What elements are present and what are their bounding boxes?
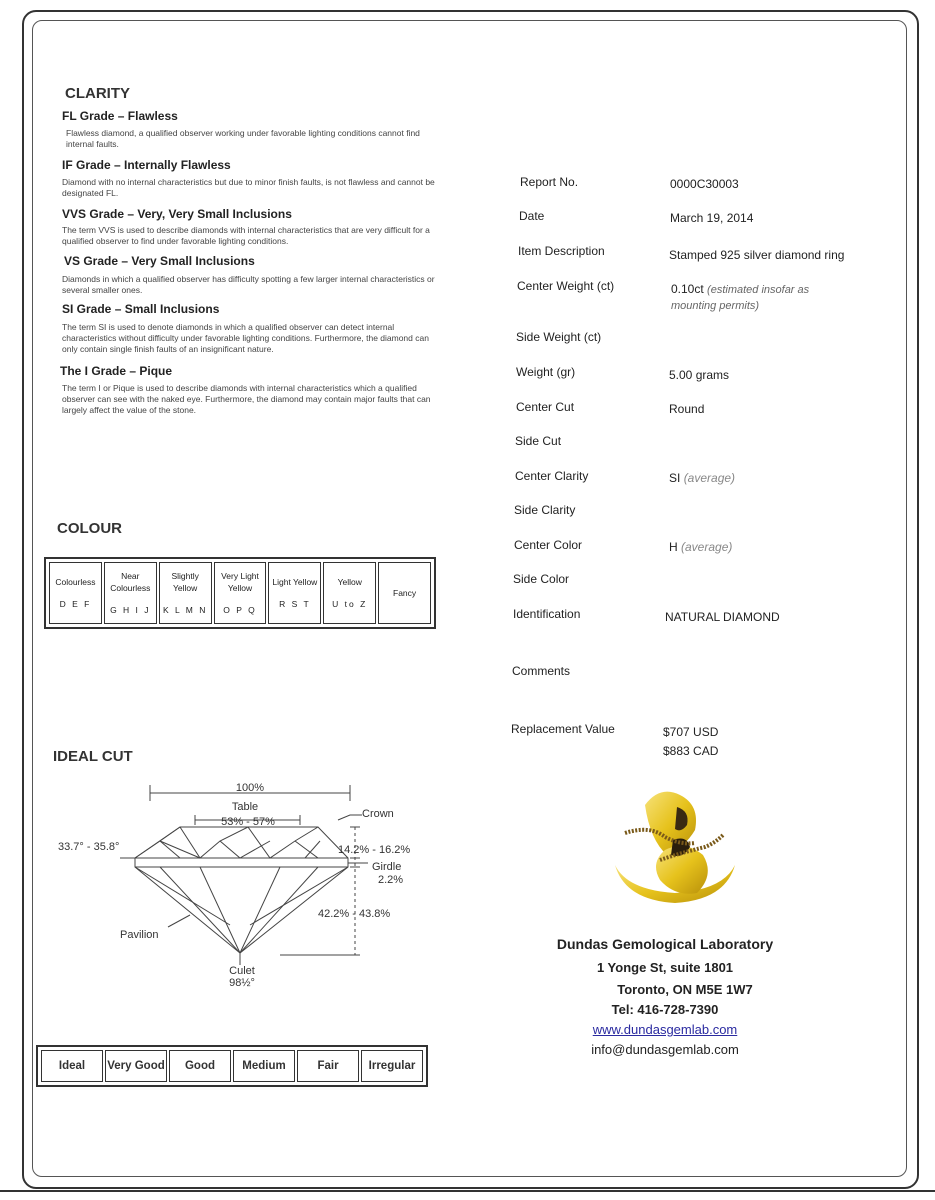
report-no-label: Report No. <box>520 175 579 189</box>
center-color-note: (average) <box>681 540 733 554</box>
side-weight-label: Side Weight (ct) <box>516 330 602 344</box>
item-description-value: Stamped 925 silver diamond ring <box>669 248 845 262</box>
cut-grade-table <box>36 1045 428 1087</box>
date-label: Date <box>519 209 545 223</box>
item-description-label: Item Description <box>518 244 605 258</box>
colour-cell <box>378 562 431 624</box>
ring-photo <box>605 785 745 910</box>
side-clarity-label: Side Clarity <box>514 503 576 517</box>
weight-label: Weight (gr) <box>516 365 576 379</box>
colour-cell-label: Near Colourless <box>110 571 151 593</box>
colour-cell <box>159 562 212 624</box>
grade-desc-si: The term SI is used to denote diamonds in which a qualified observer can detect internal characteristics without difficulty under favorable lighting conditions. Furthermore, the diamond can only contain single finish faults of an insignificant nature. <box>62 322 429 354</box>
colour-scale-table <box>44 557 436 629</box>
cut-grade-cell: Good <box>169 1050 231 1082</box>
ideal-cut-heading: IDEAL CUT <box>53 748 133 765</box>
comments-label: Comments <box>512 664 571 678</box>
crown-label: Crown <box>362 808 394 820</box>
colour-cell <box>268 562 321 624</box>
crown-angle-label: 33.7° - 35.8° <box>58 841 120 853</box>
center-clarity-label: Center Clarity <box>515 469 589 483</box>
center-cut-label: Center Cut <box>516 400 575 414</box>
grade-title-vvs: VVS Grade – Very, Very Small Inclusions <box>62 207 292 221</box>
pavilion-label: Pavilion <box>120 929 159 941</box>
colour-heading: COLOUR <box>57 520 122 537</box>
pavilion-depth-label: 42.2% - 43.8% <box>318 908 391 920</box>
diamond-proportions-diagram <box>50 775 440 995</box>
colour-cell <box>49 562 102 624</box>
colour-cell-label: Fancy <box>393 588 417 598</box>
bottom-rule <box>0 1190 935 1192</box>
crown-height-label: 14.2% - 16.2% <box>338 844 411 856</box>
center-color-value-group <box>669 540 732 554</box>
identification-value: NATURAL DIAMOND <box>665 610 780 624</box>
culet-value-label: 98½° <box>229 977 255 989</box>
table-label: Table <box>231 801 259 813</box>
center-weight-label: Center Weight (ct) <box>517 279 615 293</box>
lab-website-link[interactable]: www.dundasgemlab.com <box>592 1022 738 1037</box>
colour-cell-label: Light Yellow <box>272 577 318 587</box>
colour-cell-label: Colourless <box>55 577 96 587</box>
colour-cell <box>104 562 157 624</box>
grade-desc-i: The term I or Pique is used to describe diamonds with internal characteristics which a qualified observer can see with the naked eye. Furthermore, the diamond may contain major faults that can largely affect the value of the stone. <box>62 383 431 415</box>
cut-grade-cell: Ideal <box>41 1050 103 1082</box>
cut-grade-cell: Very Good <box>105 1050 167 1082</box>
colour-cell-grades: R S T <box>279 599 311 609</box>
grade-title-i: The I Grade – Pique <box>60 364 173 378</box>
colour-cell-grades: K L M N <box>162 605 208 615</box>
culet-label: Culet <box>229 965 255 977</box>
center-weight-note: (estimated insofar as mounting permits) <box>671 284 810 312</box>
lab-name: Dundas Gemological Laboratory <box>556 936 774 952</box>
replacement-value-usd: $707 USD <box>663 725 719 739</box>
colour-cell-label: Very Light Yellow <box>221 571 259 593</box>
date-value: March 19, 2014 <box>670 211 754 225</box>
grade-title-si: SI Grade – Small Inclusions <box>62 302 220 316</box>
table-range-label: 53% - 57% <box>221 816 275 828</box>
center-color-label: Center Color <box>514 538 583 552</box>
replacement-value-label: Replacement Value <box>511 722 615 736</box>
colour-cell-grades: G H I J <box>110 605 151 615</box>
clarity-heading: CLARITY <box>65 85 130 102</box>
colour-cell-grades: U to Z <box>332 599 368 609</box>
cut-grade-cell: Medium <box>233 1050 295 1082</box>
center-clarity-value: SI <box>669 471 681 485</box>
center-weight-value: 0.10ct <box>671 282 704 296</box>
center-clarity-note: (average) <box>683 471 736 485</box>
weight-value: 5.00 grams <box>669 368 730 382</box>
center-color-value: H <box>669 540 678 554</box>
replacement-value-cad: $883 CAD <box>663 744 719 758</box>
grade-title-vs: VS Grade – Very Small Inclusions <box>64 254 255 268</box>
grade-desc-vvs: The term VVS is used to describe diamonds with internal characteristics that are very difficult for a qualified observer to find under favorable lighting conditions. <box>62 225 430 246</box>
grade-desc-vs: Diamonds in which a qualified observer has difficulty spotting a few larger internal characteristics or several smaller ones. <box>62 274 435 295</box>
lab-phone: Tel: 416-728-7390 <box>611 1002 719 1017</box>
side-color-label: Side Color <box>513 572 570 586</box>
colour-cell-grades: D E F <box>59 599 92 609</box>
center-cut-value: Round <box>669 402 705 416</box>
width-label: 100% <box>235 782 265 794</box>
girdle-value-label: 2.2% <box>378 874 404 886</box>
colour-cell-grades: O P Q <box>223 605 257 615</box>
identification-label: Identification <box>513 607 581 621</box>
report-no-value: 0000C30003 <box>670 177 739 191</box>
colour-cell <box>323 562 376 624</box>
grade-desc-if: Diamond with no internal characteristics but due to minor finish faults, is not flawless and cannot be designated FL. <box>62 177 435 198</box>
lab-email: info@dundasgemlab.com <box>591 1042 739 1057</box>
lab-website-wrap <box>520 1022 810 1037</box>
cut-grade-cell: Fair <box>297 1050 359 1082</box>
colour-cell-label: Slightly Yellow <box>171 571 199 593</box>
center-weight-value-group <box>671 282 841 314</box>
center-clarity-value-group <box>669 471 735 485</box>
lab-address-line1: 1 Yonge St, suite 1801 <box>596 960 734 975</box>
girdle-label: Girdle <box>372 861 402 873</box>
colour-cell <box>214 562 267 624</box>
grade-title-if: IF Grade – Internally Flawless <box>62 158 231 172</box>
lab-address-line2: Toronto, ON M5E 1W7 <box>617 982 753 997</box>
grade-desc-fl: Flawless diamond, a qualified observer working under favorable lighting conditions cannot find internal faults. <box>66 128 420 149</box>
colour-cell-label: Yellow <box>337 577 362 587</box>
grade-title-fl: FL Grade – Flawless <box>62 109 178 123</box>
cut-grade-cell: Irregular <box>361 1050 423 1082</box>
side-cut-label: Side Cut <box>515 434 562 448</box>
